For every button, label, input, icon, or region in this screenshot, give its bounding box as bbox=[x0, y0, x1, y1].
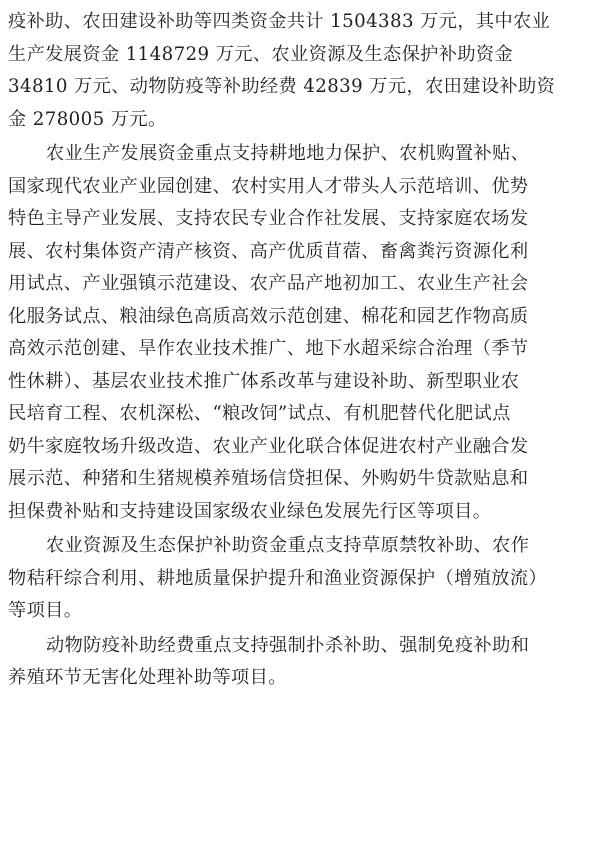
paragraph-funding-summary bbox=[8, 6, 598, 136]
text-line: 性休耕）、基层农业技术推广体系改革与建设补助、新型职业农 bbox=[8, 370, 520, 392]
text-line: 高效示范创建、旱作农业技术推广、地下水超采综合治理（季节 bbox=[8, 338, 529, 359]
text-line: 34810 万元、动物防疫等补助经费 42839 万元，农田建设补助资 bbox=[8, 76, 556, 97]
text-line: 化服务试点、粮油绿色高质高效示范创建、棉花和园艺作物高质 bbox=[8, 305, 529, 327]
paragraph-animal-epidemic bbox=[8, 630, 598, 695]
text-line: 物秸秆综合利用、耕地质量保护提升和渔业资源保护（增殖放流） bbox=[8, 567, 548, 589]
text-line: 金 278005 万元。 bbox=[8, 108, 167, 130]
text-line: 疫补助、农田建设补助等四类资金共计 1504383 万元，其中农业 bbox=[8, 11, 551, 32]
text-line: 生产发展资金 1148729 万元、农业资源及生态保护补助资金 bbox=[8, 43, 514, 65]
text-line: 等项目。 bbox=[8, 600, 83, 621]
text-line: 用试点、产业强镇示范建设、农产品产地初加工、农业生产社会 bbox=[8, 273, 529, 294]
text-line: 担保费补贴和支持建设国家级农业绿色发展先行区等项目。 bbox=[8, 500, 492, 522]
paragraph-agricultural-production bbox=[8, 138, 598, 528]
text-line: 农业生产发展资金重点支持耕地地力保护、农机购置补贴、 bbox=[46, 143, 530, 164]
text-line: 养殖环节无害化处理补助等项目。 bbox=[8, 667, 287, 688]
text-line: 民培育工程、农机深松、“粮改饲”试点、有机肥替代化肥试点 bbox=[8, 403, 511, 424]
text-line: 农业资源及生态保护补助资金重点支持草原禁牧补助、农作 bbox=[46, 535, 530, 556]
text-line: 展示范、种猪和生猪规模养殖场信贷担保、外购奶牛贷款贴息和 bbox=[8, 468, 529, 489]
text-line: 动物防疫补助经费重点支持强制扑杀补助、强制免疫补助和 bbox=[46, 634, 530, 656]
text-line: 奶牛家庭牧场升级改造、农业产业化联合体促进农村产业融合发 bbox=[8, 435, 529, 457]
text-line: 展、农村集体资产清产核资、高产优质苜蓿、畜禽粪污资源化利 bbox=[8, 240, 529, 262]
paragraph-resource-ecology bbox=[8, 530, 598, 628]
text-line: 国家现代农业产业园创建、农村实用人才带头人示范培训、优势 bbox=[8, 175, 529, 197]
text-line: 特色主导产业发展、支持农民专业合作社发展、支持家庭农场发 bbox=[8, 208, 529, 229]
